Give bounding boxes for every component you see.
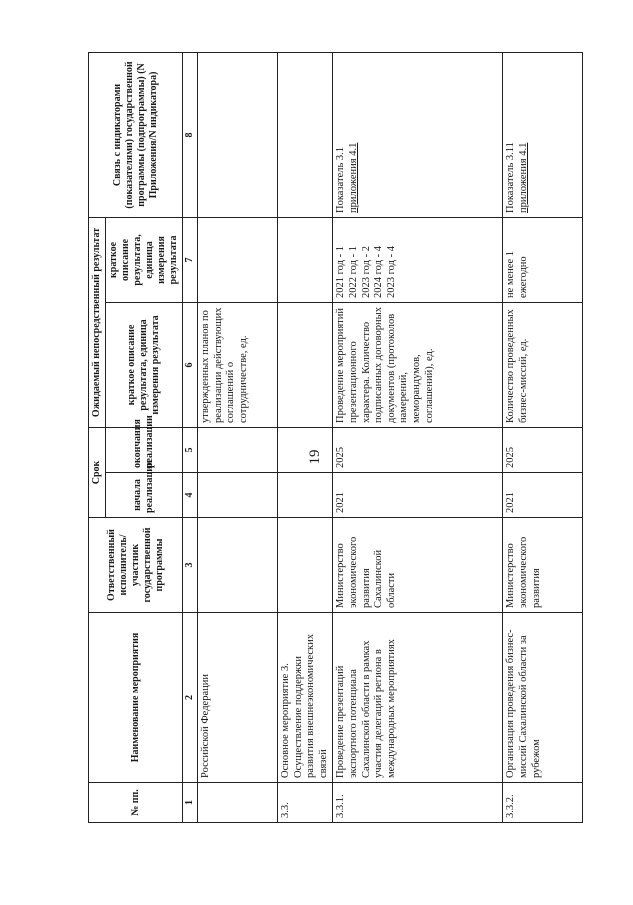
header-end: окончания реализации — [106, 427, 183, 472]
row-end: 2025 — [503, 427, 583, 472]
row-resp: Министерство экономического развития Сахалинской области — [333, 518, 503, 613]
row-desc: Проведение мероприятий презентационного характера. Количество подписанных договорных документов (протоколов намерений, меморандумов, соглашений), ед. — [333, 302, 503, 427]
row-resp — [198, 518, 278, 613]
row-desc — [278, 302, 333, 427]
row-desc: утвержденных планов по реализации действующих соглашений о сотрудничестве, ед. — [198, 302, 278, 427]
row-short: 2021 год - 1 2022 год - 1 2023 год - 2 2024 год - 4 2023 год - 4 — [333, 217, 503, 302]
link-text: Показатель 3.1 — [335, 146, 347, 213]
col-num: 5 — [183, 427, 198, 472]
header-result-desc: краткое описание результата, единица измерения результата — [106, 302, 183, 427]
row-short — [198, 217, 278, 302]
row-resp: Министерство экономического развития — [503, 518, 583, 613]
link-appendix: приложения 4.1 — [347, 142, 359, 213]
row-end — [198, 427, 278, 472]
page-number: 19 — [306, 449, 323, 465]
header-resp: Ответственный исполнитель/участник государственной программы — [89, 518, 183, 613]
link-text: Показатель 3.11 — [505, 142, 517, 213]
col-num: 6 — [183, 302, 198, 427]
row-end — [278, 427, 333, 472]
row-start — [198, 473, 278, 518]
header-start: начала реализации — [106, 473, 183, 518]
row-name: Проведение презентаций экспортного потенциала Сахалинской области в рамках участия делегаций региона в международных мероприятиях — [333, 613, 503, 783]
row-name: Организация проведения бизнес-миссий Сахалинской области за рубежом — [503, 613, 583, 783]
row-no — [198, 783, 278, 823]
header-term: Срок — [89, 427, 106, 517]
row-link — [503, 52, 583, 217]
rotated-table-container — [88, 53, 626, 823]
row-short: не менее 1 ежегодно — [503, 217, 583, 302]
table-row — [333, 52, 503, 822]
row-no: 3.3.2. — [503, 783, 583, 823]
row-no: 3.3.1. — [333, 783, 503, 823]
row-start: 2021 — [333, 473, 503, 518]
activities-table — [88, 52, 583, 823]
row-link — [198, 52, 278, 217]
header-no: № пп. — [89, 783, 183, 823]
link-appendix: приложения 4.1 — [517, 142, 529, 213]
col-num: 8 — [183, 52, 198, 217]
col-num: 2 — [183, 613, 198, 783]
header-result-short: краткое описание результата, единица измерения результата — [106, 217, 183, 302]
row-start — [278, 473, 333, 518]
table-row — [503, 52, 583, 822]
col-num: 7 — [183, 217, 198, 302]
row-resp — [278, 518, 333, 613]
table-row — [278, 52, 333, 822]
row-name: Российской Федерации — [198, 613, 278, 783]
col-num: 3 — [183, 518, 198, 613]
header-name: Наименование мероприятия — [89, 613, 183, 783]
row-name: Основное мероприятие 3. Осуществление поддержки развития внешнеэкономических связей — [278, 613, 333, 783]
header-result: Ожидаемый непосредственный результат — [89, 217, 106, 427]
header-link: Связь с индикаторами (показателями) государственной программы (подпрограммы) (N Приложения/N индикатора) — [89, 52, 183, 217]
table-row — [198, 52, 278, 822]
row-desc: Количество проведенных бизнес-миссий, ед. — [503, 302, 583, 427]
row-link — [333, 52, 503, 217]
row-no: 3.3. — [278, 783, 333, 823]
row-start: 2021 — [503, 473, 583, 518]
row-link — [278, 52, 333, 217]
column-number-row — [183, 52, 198, 822]
row-end: 2025 — [333, 427, 503, 472]
col-num: 1 — [183, 783, 198, 823]
col-num: 4 — [183, 473, 198, 518]
row-short — [278, 217, 333, 302]
